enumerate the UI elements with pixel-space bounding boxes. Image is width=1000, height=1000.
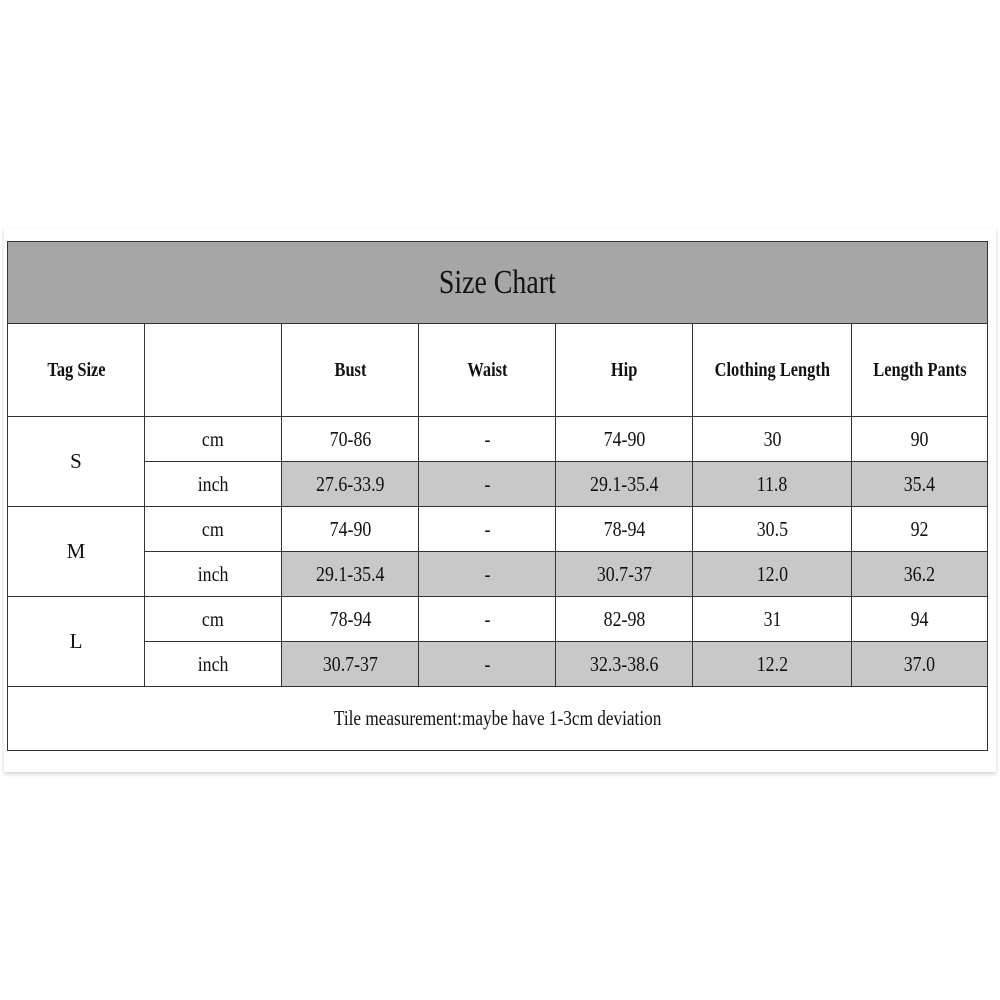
measurement-note-text: Tile measurement:maybe have 1-3cm deviation bbox=[333, 706, 662, 730]
table-cell bbox=[282, 597, 419, 642]
cell-text: 31 bbox=[763, 606, 781, 631]
table-cell bbox=[419, 642, 556, 687]
column-header bbox=[282, 324, 419, 417]
cell-text: cm bbox=[202, 426, 224, 451]
cell-text: 94 bbox=[910, 606, 929, 631]
table-cell bbox=[693, 552, 852, 597]
table-cell bbox=[852, 642, 988, 687]
table-cell bbox=[282, 417, 419, 462]
table-cell bbox=[556, 552, 693, 597]
cell-text: 12.0 bbox=[756, 561, 788, 586]
column-header bbox=[145, 324, 282, 417]
tag-size-cell: M bbox=[8, 507, 145, 597]
cell-text: 29.1-35.4 bbox=[315, 561, 385, 586]
cell-text: 35.4 bbox=[903, 471, 936, 496]
cell-text: 30 bbox=[763, 426, 781, 451]
cell-text: 82-98 bbox=[603, 606, 645, 631]
size-chart-table bbox=[7, 241, 988, 751]
table-cell bbox=[852, 507, 988, 552]
table-row bbox=[8, 462, 988, 507]
cell-text: inch bbox=[197, 561, 229, 586]
column-header-text: Length Pants bbox=[872, 358, 967, 381]
table-cell bbox=[693, 462, 852, 507]
table-cell bbox=[556, 417, 693, 462]
cell-text: cm bbox=[202, 516, 224, 541]
unit-cell bbox=[145, 417, 282, 462]
table-cell bbox=[556, 642, 693, 687]
unit-cell bbox=[145, 597, 282, 642]
unit-cell bbox=[145, 552, 282, 597]
cell-text: cm bbox=[202, 606, 224, 631]
table-cell bbox=[419, 507, 556, 552]
table-row bbox=[8, 417, 988, 462]
table-cell bbox=[282, 507, 419, 552]
cell-text: inch bbox=[197, 471, 229, 496]
tag-size-cell: S bbox=[8, 417, 145, 507]
cell-text: inch bbox=[197, 651, 229, 676]
cell-text: 12.2 bbox=[756, 651, 788, 676]
unit-cell bbox=[145, 462, 282, 507]
chart-title bbox=[8, 242, 988, 324]
column-header bbox=[556, 324, 693, 417]
column-header-text: Hip bbox=[610, 358, 638, 381]
table-row bbox=[8, 552, 988, 597]
cell-text: 70-86 bbox=[329, 426, 371, 451]
column-header-text: Tag Size bbox=[46, 358, 106, 381]
header-row bbox=[8, 324, 988, 417]
column-header-text: Bust bbox=[334, 358, 366, 381]
table-cell bbox=[693, 597, 852, 642]
cell-text: - bbox=[484, 471, 490, 496]
column-header-text: Waist bbox=[466, 358, 508, 381]
table-cell bbox=[419, 462, 556, 507]
cell-text: 74-90 bbox=[603, 426, 645, 451]
cell-text: 30.7-37 bbox=[322, 651, 378, 676]
column-header bbox=[419, 324, 556, 417]
table-cell bbox=[282, 552, 419, 597]
cell-text: - bbox=[484, 561, 490, 586]
cell-text: 37.0 bbox=[903, 651, 936, 676]
note-row bbox=[8, 687, 988, 751]
table-row bbox=[8, 597, 988, 642]
cell-text: - bbox=[484, 426, 490, 451]
column-header-text: Clothing Length bbox=[714, 358, 830, 381]
table-cell bbox=[852, 552, 988, 597]
table-cell bbox=[693, 417, 852, 462]
table-cell bbox=[852, 597, 988, 642]
cell-text: 11.8 bbox=[756, 471, 788, 496]
table-cell bbox=[693, 507, 852, 552]
cell-text: 74-90 bbox=[329, 516, 371, 541]
cell-text: 32.3-38.6 bbox=[589, 651, 659, 676]
unit-cell bbox=[145, 642, 282, 687]
cell-text: 78-94 bbox=[603, 516, 645, 541]
cell-text: 30.7-37 bbox=[596, 561, 652, 586]
unit-cell bbox=[145, 507, 282, 552]
cell-text: 36.2 bbox=[903, 561, 936, 586]
table-cell bbox=[852, 462, 988, 507]
table-cell bbox=[419, 597, 556, 642]
column-header bbox=[8, 324, 145, 417]
cell-text: - bbox=[484, 651, 490, 676]
table-row bbox=[8, 507, 988, 552]
table-cell bbox=[419, 552, 556, 597]
table-cell bbox=[556, 507, 693, 552]
measurement-note bbox=[8, 687, 988, 751]
cell-text: 92 bbox=[910, 516, 929, 541]
cell-text: 30.5 bbox=[756, 516, 788, 541]
cell-text: - bbox=[484, 516, 490, 541]
cell-text: - bbox=[484, 606, 490, 631]
tag-size-cell: L bbox=[8, 597, 145, 687]
title-row bbox=[8, 242, 988, 324]
table-cell bbox=[556, 462, 693, 507]
cell-text: 90 bbox=[910, 426, 929, 451]
column-header bbox=[852, 324, 988, 417]
chart-title-text: Size Chart bbox=[439, 263, 556, 301]
table-cell bbox=[852, 417, 988, 462]
table-cell bbox=[282, 462, 419, 507]
cell-text: 29.1-35.4 bbox=[589, 471, 659, 496]
table-cell bbox=[556, 597, 693, 642]
table-cell bbox=[693, 642, 852, 687]
table-cell bbox=[419, 417, 556, 462]
column-header bbox=[693, 324, 852, 417]
cell-text: 27.6-33.9 bbox=[315, 471, 385, 496]
size-chart-body bbox=[8, 242, 988, 751]
table-cell bbox=[282, 642, 419, 687]
table-row bbox=[8, 642, 988, 687]
cell-text: 78-94 bbox=[329, 606, 371, 631]
